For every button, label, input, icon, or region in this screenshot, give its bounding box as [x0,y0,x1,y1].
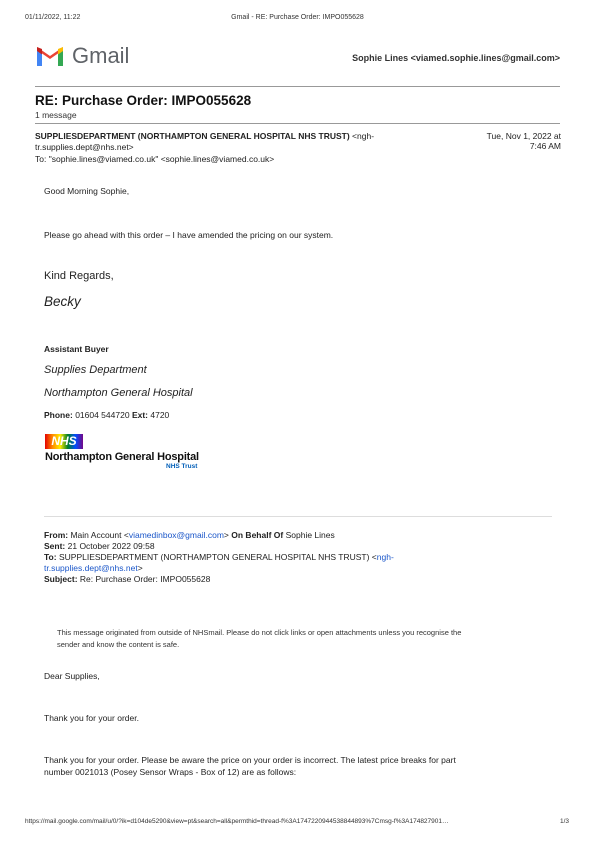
ext-label: Ext: [131,410,148,420]
print-url: https://mail.google.com/mail/u/0/?ik=d104de5290&view=pt&search=all&permthid=thread-f%3A1747220944538844893%7Cmsg-f%3A174827901… [25,818,449,825]
quoted-from-email[interactable]: viamedinbox@gmail.com [128,530,224,540]
ext-number: 4720 [150,410,170,420]
quoted-from-label: From: [44,530,69,540]
quoted-to-line2 [44,563,143,573]
logo-trust: NHS Trust [166,463,198,470]
quoted-salutation: Dear Supplies, [44,671,100,681]
quoted-from [44,530,335,540]
quoted-from-name: Main Account < [70,530,129,540]
behalf-name: Sophie Lines [285,530,335,540]
quoted-to-email-a[interactable]: ngh- [376,552,394,562]
quoted-subject-label: Subject: [44,574,78,584]
quoted-to-email-b[interactable]: tr.supplies.dept@nhs.net [44,563,138,573]
quoted-to [44,552,394,562]
quoted-to-label: To: [44,552,57,562]
quoted-sent [44,541,155,551]
behalf-label: On Behalf Of [231,530,284,540]
gmail-logo-text: Gmail [72,43,130,68]
body-text: Please go ahead with this order – I have amended the pricing on our system. [44,230,334,240]
signature-hospital: Northampton General Hospital [44,387,193,399]
print-datetime: 01/11/2022, 11:22 [25,14,81,21]
phone-number: 01604 544720 [75,410,130,420]
quoted-subject-value: Re: Purchase Order: IMPO055628 [79,574,211,584]
quoted-subject [44,574,210,584]
quoted-thanks: Thank you for your order. [44,713,139,723]
sender-email-a: <ngh- [352,131,375,141]
quoted-para-line-2: number 0021013 (Posey Sensor Wraps - Box of 12) are as follows: [44,767,297,777]
quoted-from-close: > [223,530,229,540]
quote-rule [44,516,552,517]
greeting: Good Morning Sophie, [44,186,130,196]
nhs-logo-text: NHS [51,434,77,448]
quoted-to-close: > [137,563,143,573]
message-date [487,131,561,151]
sender-name: SUPPLIESDEPARTMENT (NORTHAMPTON GENERAL HOSPITAL NHS TRUST) [35,131,350,141]
nhs-logo-badge [45,434,83,449]
signature-role: Assistant Buyer [44,344,109,354]
external-warning-line-2: sender and know the content is safe. [57,640,180,649]
thread-subject: RE: Purchase Order: IMPO055628 [35,93,252,108]
print-title: Gmail - RE: Purchase Order: IMPO055628 [231,14,364,21]
signature-phone [44,410,169,420]
signature-name: Becky [44,294,81,309]
signature-department: Supplies Department [44,364,147,376]
date-line-1: Tue, Nov 1, 2022 at [486,131,561,141]
account-email: Sophie Lines <viamed.sophie.lines@gmail.com> [352,53,560,63]
external-warning-line-1: This message originated from outside of NHSmail. Please do not click links or open attachments unless you recognise the [57,628,462,637]
gmail-logo-icon[interactable] [35,44,65,68]
print-page-number: 1/3 [559,818,569,825]
message-count: 1 message [35,110,77,120]
sender-email-b: tr.supplies.dept@nhs.net> [35,142,134,152]
regards: Kind Regards, [44,270,114,282]
logo-hospital-name: Northampton General Hospital [45,451,199,463]
quoted-to-value: SUPPLIESDEPARTMENT (NORTHAMPTON GENERAL HOSPITAL NHS TRUST) < [58,552,377,562]
header-rule [35,86,560,87]
message-from [35,131,435,141]
sent-value: 21 October 2022 09:58 [67,541,155,551]
date-line-2: 7:46 AM [529,141,561,151]
quoted-para-line-1: Thank you for your order. Please be aware the price on your order is incorrect. The latest price breaks for part [44,755,456,765]
message-to: To: "sophie.lines@viamed.co.uk" <sophie.lines@viamed.co.uk> [35,154,275,164]
subject-rule [35,123,560,124]
sent-label: Sent: [44,541,66,551]
phone-label: Phone: [44,410,73,420]
